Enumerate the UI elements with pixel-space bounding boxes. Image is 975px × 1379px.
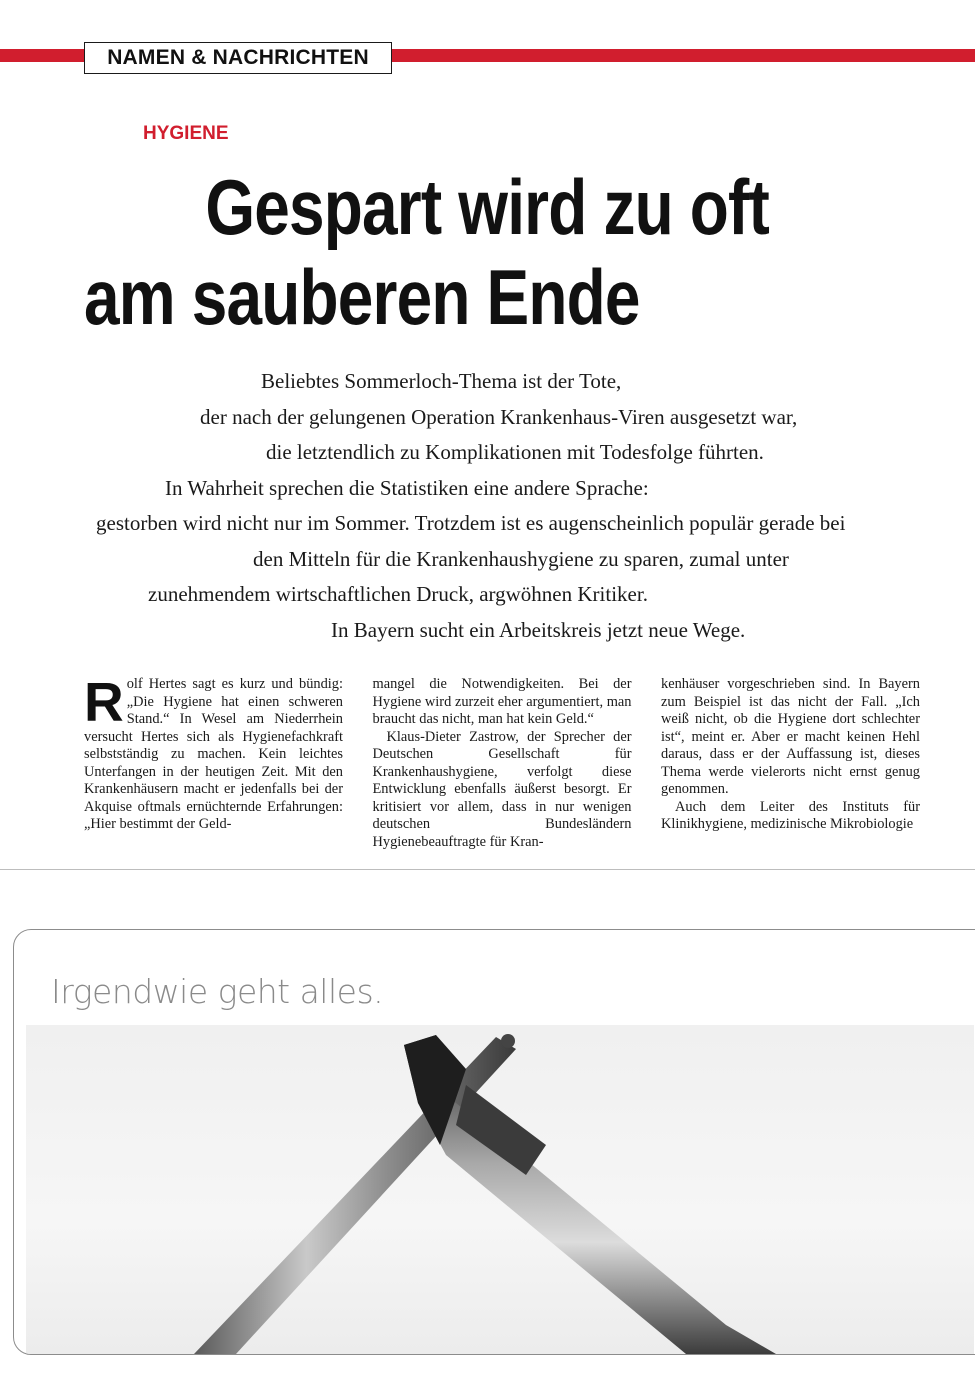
crossed-instruments-image	[26, 1025, 974, 1354]
section-rule-left	[0, 49, 84, 62]
ad-tagline: Irgendwie geht alles.	[51, 972, 384, 1011]
paragraph: Klaus-Dieter Zastrow, der Sprecher der Deutschen Gesellschaft für Krankenhaushygiene, verfolgt diese Entwicklung ebenfalls äußerst besorgt. Er kritisiert vor allem, dass in nur wenigen deutschen Bundesländern Hygienebeauftragte für Kran-	[372, 728, 632, 850]
article-column-1	[84, 671, 343, 841]
lead-line: der nach der gelungenen Operation Krankenhaus-Viren ausgesetzt war,	[200, 404, 798, 429]
article-column-2	[372, 676, 632, 850]
lead-text	[0, 364, 975, 648]
lead-line: In Bayern sucht ein Arbeitskreis jetzt neue Wege.	[331, 617, 746, 642]
lead-line: Beliebtes Sommerloch-Thema ist der Tote,	[261, 369, 622, 393]
lead-line: gestorben wird nicht nur im Sommer. Trotzdem ist es augenscheinlich populär gerade bei	[96, 511, 846, 535]
lead-line: die letztendlich zu Komplikationen mit Todesfolge führten.	[266, 440, 764, 464]
headline-line-1: Gespart wird zu oft	[205, 163, 770, 251]
ad-photo	[26, 1025, 974, 1354]
headline-line-2: am sauberen Ende	[84, 253, 640, 341]
article-body	[84, 671, 920, 850]
article-column-3	[661, 676, 920, 841]
section-label: NAMEN & NACHRICHTEN	[84, 42, 392, 74]
advertisement	[13, 929, 975, 1355]
paragraph: mangel die Notwendigkeiten. Bei der Hygiene wird zurzeit eher argumentiert, man braucht das nicht, man hat kein Geld.“	[372, 676, 632, 727]
paragraph: olf Hertes sagt es kurz und bündig: „Die Hygiene hat einen schweren Stand.“ In Wesel am Niederrhein versucht Hertes sich als Hygienefachkraft selbstständig zu machen. Kein leichtes Unterfangen in der heutigen Zeit. Mit den Krankenhäusern macht er jedenfalls bei der Akquise oftmals ernüchternde Erfahrungen: „Hier bestimmt der Geld-	[84, 676, 343, 832]
headline	[84, 162, 769, 342]
page-divider	[0, 869, 975, 870]
left-shaft	[194, 1037, 516, 1354]
lead-line: den Mitteln für die Krankenhaushygiene zu sparen, zumal unter	[253, 546, 789, 571]
paragraph: kenhäuser vorgeschrieben sind. In Bayern zum Beispiel ist das nicht der Fall. „Ich weiß nicht, ob die Hygiene dort schlechter ist“, meint er. Aber er macht keinen Hehl daraus, dass er der Auffassung ist, dieses Thema werde vielerorts nicht ernst genug genommen.	[661, 676, 920, 797]
lead-line: zunehmendem wirtschaftlichen Druck, argwöhnen Kritiker.	[148, 582, 648, 606]
section-rule-right	[392, 49, 975, 62]
lead-line: In Wahrheit sprechen die Statistiken eine andere Sprache:	[165, 475, 649, 500]
left-shaft-tip	[501, 1034, 515, 1048]
drop-cap: R	[84, 671, 124, 733]
paragraph: Auch dem Leiter des Instituts für Klinikhygiene, medizinische Mikrobiologie	[661, 798, 920, 832]
kicker: HYGIENE	[143, 123, 229, 144]
